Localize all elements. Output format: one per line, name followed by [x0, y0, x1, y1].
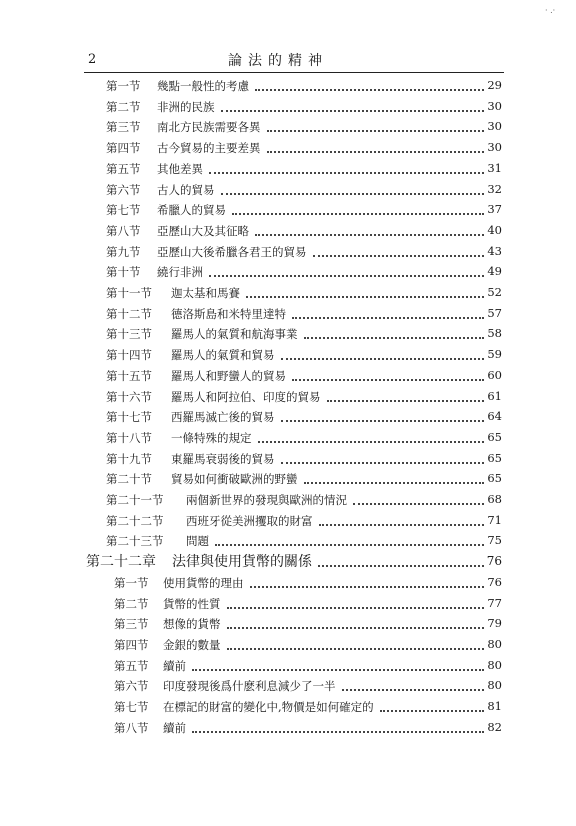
- toc-entry-title: 非洲的民族: [157, 99, 215, 114]
- toc-section-label: 第七节: [114, 700, 149, 714]
- toc-row: [0, 678, 576, 698]
- toc-row: [0, 492, 576, 512]
- toc-leader-dots: [258, 441, 484, 443]
- toc-entry-title: 德洛斯島和米特里達特: [171, 306, 286, 321]
- toc-entry-title: 貨幣的性質: [163, 596, 221, 611]
- toc-page-number: 52: [487, 285, 502, 299]
- toc-leader-dots: [380, 710, 484, 712]
- toc-page-number: 82: [487, 719, 502, 734]
- toc-page-number: 80: [487, 678, 502, 693]
- toc-row: [0, 637, 576, 657]
- toc-row: [0, 223, 576, 243]
- toc-leader-dots: [313, 255, 484, 257]
- toc-section-label: 第二十三节: [106, 534, 164, 549]
- toc-row: [0, 720, 576, 740]
- toc-page-number: 80: [487, 657, 502, 672]
- toc-entry-title: 古人的貿易: [157, 182, 215, 197]
- toc-entry-title: 羅馬人和野蠻人的貿易: [171, 368, 286, 383]
- toc-entry-title: 羅馬人的氣質和航海事業: [171, 327, 298, 342]
- toc-section-label: 第三节: [106, 120, 141, 135]
- toc-leader-dots: [281, 462, 484, 464]
- toc-leader-dots: [250, 586, 484, 588]
- toc-row: [0, 430, 576, 450]
- toc-page-number: 60: [487, 367, 502, 382]
- toc-section-label: 第十二节: [106, 306, 152, 321]
- toc-page-number: 77: [487, 595, 502, 610]
- toc-row: [0, 202, 576, 222]
- toc-leader-dots: [192, 669, 484, 671]
- toc-page-number: 43: [487, 243, 502, 258]
- toc-row: [0, 347, 576, 367]
- toc-entry-title: 一條特殊的規定: [171, 430, 252, 445]
- toc-leader-dots: [304, 482, 484, 484]
- toc-leader-dots: [192, 731, 484, 733]
- toc-entry-title: 兩個新世界的發現與歐洲的情況: [186, 493, 347, 507]
- toc-page-number: 40: [487, 222, 502, 237]
- toc-entry-title: 法律與使用貨幣的關係: [172, 554, 312, 571]
- toc-leader-dots: [281, 358, 484, 360]
- toc-leader-dots: [246, 296, 484, 298]
- toc-entry-title: 使用貨幣的理由: [163, 575, 244, 590]
- toc-entry-title: 羅馬人和阿拉伯、印度的貿易: [171, 389, 321, 404]
- toc-leader-dots: [353, 503, 484, 505]
- toc-row: [0, 161, 576, 181]
- toc-page-number: 65: [487, 450, 502, 465]
- toc-entry-title: 續前: [163, 658, 186, 673]
- toc-page-number: 29: [487, 78, 502, 92]
- toc-entry-title: 金銀的數量: [163, 637, 221, 652]
- toc-row: [0, 699, 576, 719]
- toc-entry-title: 幾點一般性的考慮: [157, 79, 249, 93]
- toc-leader-dots: [292, 379, 484, 381]
- toc-entry-title: 貿易如何衝破歐洲的野蠻: [171, 472, 298, 487]
- toc-entry-title: 問題: [186, 534, 209, 549]
- toc-section-label: 第七节: [106, 203, 141, 218]
- toc-page-number: 76: [487, 574, 502, 589]
- toc-entry-title: 東羅馬衰弱後的貿易: [171, 451, 275, 466]
- toc-leader-dots: [267, 151, 484, 153]
- toc-row: [0, 513, 576, 533]
- toc-page-number: 30: [487, 140, 502, 155]
- toc-page-number: 32: [487, 181, 502, 196]
- toc-page-number: 80: [487, 636, 502, 651]
- running-title: 論法的精神: [228, 53, 328, 69]
- toc-page-number: 81: [487, 699, 502, 713]
- toc-leader-dots: [209, 275, 484, 277]
- toc-section-label: 第十三节: [106, 327, 152, 342]
- toc-row: [0, 182, 576, 202]
- toc-section-label: 第十节: [106, 265, 141, 280]
- toc-leader-dots: [255, 234, 484, 236]
- toc-leader-dots: [292, 317, 484, 319]
- toc-row: [0, 575, 576, 595]
- toc-row: [0, 264, 576, 284]
- scan-specks: · .·: [545, 6, 556, 15]
- toc-leader-dots: [221, 193, 484, 195]
- toc-row: [0, 389, 576, 409]
- toc-section-label: 第二节: [114, 596, 149, 611]
- toc-row: [0, 616, 576, 636]
- toc-leader-dots: [342, 689, 484, 691]
- toc-entry-title: 續前: [163, 720, 186, 735]
- toc-leader-dots: [267, 130, 484, 132]
- toc-leader-dots: [304, 337, 484, 339]
- toc-row: [0, 244, 576, 264]
- toc-page-number: 65: [487, 429, 502, 444]
- toc-section-label: 第四节: [106, 141, 141, 156]
- toc-section-label: 第二十二章: [86, 554, 156, 571]
- toc-entry-title: 其他差異: [157, 161, 203, 176]
- toc-entry-title: 想像的貨幣: [163, 617, 221, 632]
- toc-leader-dots: [281, 420, 484, 422]
- toc-page-number: 37: [487, 202, 502, 217]
- toc-section-label: 第八节: [114, 720, 149, 735]
- toc-entry-title: 繞行非洲: [157, 265, 203, 280]
- toc-section-label: 第二十节: [106, 472, 152, 487]
- toc-section-label: 第十九节: [106, 451, 152, 466]
- toc-page-number: 64: [487, 409, 502, 424]
- toc-entry-title: 西羅馬滅亡後的貿易: [171, 410, 275, 425]
- toc-section-label: 第十七节: [106, 410, 152, 425]
- toc-page-number: 68: [487, 492, 502, 506]
- toc-section-label: 第六节: [106, 182, 141, 197]
- toc-row: [0, 78, 576, 98]
- toc-entry-title: 南北方民族需要各異: [157, 120, 261, 135]
- toc-page-number: 79: [487, 616, 502, 631]
- toc-section-label: 第二十二节: [106, 513, 164, 528]
- toc-page-number: 57: [487, 305, 502, 320]
- toc-row: [0, 368, 576, 388]
- toc-entry-title: 羅馬人的氣質和貿易: [171, 348, 275, 363]
- toc-row: [0, 140, 576, 160]
- toc-page-number: 30: [487, 98, 502, 113]
- toc-section-label: 第十一节: [106, 286, 152, 300]
- toc-row: [0, 99, 576, 119]
- toc-page-number: 65: [487, 471, 502, 486]
- toc-entry-title: 印度發現後爲什麽利息減少了一半: [163, 679, 336, 694]
- toc-page-number: 59: [487, 347, 502, 362]
- toc-section-label: 第五节: [106, 161, 141, 176]
- toc-row: [0, 471, 576, 491]
- toc-entry-title: 希臘人的貿易: [157, 203, 226, 218]
- toc-row: [0, 409, 576, 429]
- toc-section-label: 第四节: [114, 637, 149, 652]
- toc-page-number: 75: [487, 533, 502, 548]
- toc-leader-dots: [227, 627, 484, 629]
- toc-section-label: 第十六节: [106, 389, 152, 404]
- page-number: 2: [88, 52, 97, 67]
- toc-leader-dots: [327, 400, 484, 402]
- toc-entry-title: 西班牙從美洲攫取的財富: [186, 513, 313, 528]
- toc-page-number: 61: [487, 388, 502, 403]
- toc-leader-dots: [215, 544, 484, 546]
- toc-chapter-row: [0, 554, 576, 574]
- toc-entry-title: 古今貿易的主要差異: [157, 141, 261, 156]
- toc-entry-title: 亞歷山大及其征略: [157, 223, 249, 238]
- toc-page-number: 31: [487, 160, 502, 175]
- toc-row: [0, 326, 576, 346]
- toc-leader-dots: [221, 110, 484, 112]
- toc-entry-title: 迦太基和馬賽: [171, 286, 240, 300]
- toc-entry-title: 亞歷山大後希臘各君王的貿易: [157, 244, 307, 259]
- toc-leader-dots: [255, 89, 484, 91]
- toc-section-label: 第十八节: [106, 430, 152, 445]
- toc-section-label: 第一节: [106, 79, 141, 93]
- toc-section-label: 第八节: [106, 223, 141, 238]
- toc-section-label: 第三节: [114, 617, 149, 632]
- toc-row: [0, 306, 576, 326]
- header-rule: [84, 72, 504, 73]
- toc-row: [0, 285, 576, 305]
- toc-row: [0, 596, 576, 616]
- toc-leader-dots: [227, 648, 484, 650]
- toc-section-label: 第二节: [106, 99, 141, 114]
- toc-page-number: 76: [486, 554, 502, 569]
- toc-leader-dots: [227, 607, 484, 609]
- toc-section-label: 第十五节: [106, 368, 152, 383]
- toc-leader-dots: [209, 172, 484, 174]
- toc-page-number: 49: [487, 264, 502, 279]
- toc-leader-dots: [318, 565, 484, 567]
- toc-section-label: 第九节: [106, 244, 141, 259]
- toc-page-number: 58: [487, 326, 502, 341]
- toc-leader-dots: [319, 524, 484, 526]
- toc-row: [0, 451, 576, 471]
- toc-page-number: 71: [487, 512, 502, 527]
- toc-entry-title: 在標記的財富的變化中,物價是如何確定的: [163, 700, 374, 714]
- toc-page-number: 30: [487, 119, 502, 134]
- toc-section-label: 第一节: [114, 575, 149, 590]
- toc-section-label: 第十四节: [106, 348, 152, 363]
- toc-leader-dots: [232, 213, 484, 215]
- toc-row: [0, 119, 576, 139]
- toc-row: [0, 658, 576, 678]
- toc-section-label: 第二十一节: [106, 493, 164, 507]
- toc-section-label: 第六节: [114, 679, 149, 694]
- toc-section-label: 第五节: [114, 658, 149, 673]
